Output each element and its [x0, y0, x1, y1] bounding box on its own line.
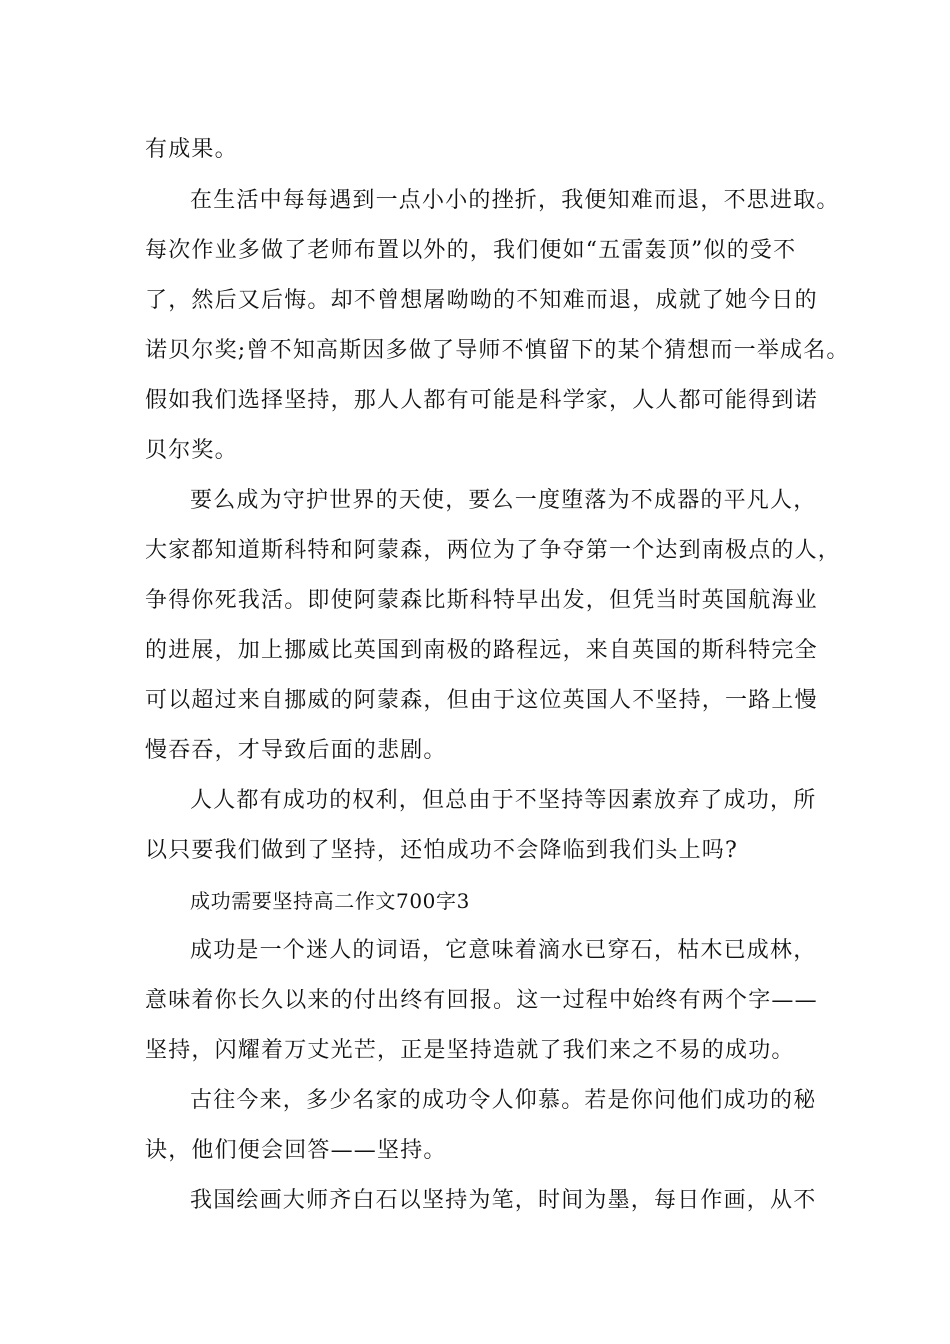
paragraph-line: 成功是一个迷人的词语，它意味着滴水已穿石，枯木已成林， — [190, 938, 817, 963]
paragraph-line: 在生活中每每遇到一点小小的挫折，我便知难而退，不思进取。 — [190, 188, 840, 213]
text-line: 意味着你长久以来的付出终有回报。这一过程中始终有两个字—— — [145, 988, 818, 1013]
paragraph-line: 要么成为守护世界的天使，要么一度堕落为不成器的平凡人， — [190, 488, 817, 513]
text-line: 了，然后又后悔。却不曾想屠呦呦的不知难而退，成就了她今日的 — [145, 288, 818, 313]
text-line: 可以超过来自挪威的阿蒙森，但由于这位英国人不坚持，一路上慢 — [145, 688, 818, 713]
text-line: 大家都知道斯科特和阿蒙森，两位为了争夺第一个达到南极点的人， — [145, 538, 842, 563]
section-heading: 成功需要坚持高二作文700字3 — [190, 889, 470, 913]
text-line: 有成果。 — [145, 137, 238, 162]
text-line: 以只要我们做到了坚持，还怕成功不会降临到我们头上吗? — [145, 838, 738, 863]
text-line: 假如我们选择坚持，那人人都有可能是科学家，人人都可能得到诺 — [145, 388, 818, 413]
paragraph-line: 古往今来，多少名家的成功令人仰慕。若是你问他们成功的秘 — [190, 1088, 817, 1113]
paragraph-line: 我国绘画大师齐白石以坚持为笔，时间为墨，每日作画，从不 — [190, 1188, 817, 1213]
text-line: 诀，他们便会回答——坚持。 — [145, 1138, 447, 1163]
text-line: 坚持，闪耀着万丈光芒，正是坚持造就了我们来之不易的成功。 — [145, 1038, 795, 1063]
text-line: 每次作业多做了老师布置以外的，我们便如“五雷轰顶”似的受不 — [145, 238, 797, 263]
text-line: 的进展，加上挪威比英国到南极的路程远，来自英国的斯科特完全 — [145, 638, 818, 663]
text-line: 贝尔奖。 — [145, 438, 238, 463]
text-line: 慢吞吞，才导致后面的悲剧。 — [145, 738, 447, 763]
text-line: 争得你死我活。即使阿蒙森比斯科特早出发，但凭当时英国航海业 — [145, 588, 818, 613]
text-line: 诺贝尔奖;曾不知高斯因多做了导师不慎留下的某个猜想而一举成名。 — [145, 338, 850, 363]
paragraph-line: 人人都有成功的权利，但总由于不坚持等因素放弃了成功，所 — [190, 788, 817, 813]
